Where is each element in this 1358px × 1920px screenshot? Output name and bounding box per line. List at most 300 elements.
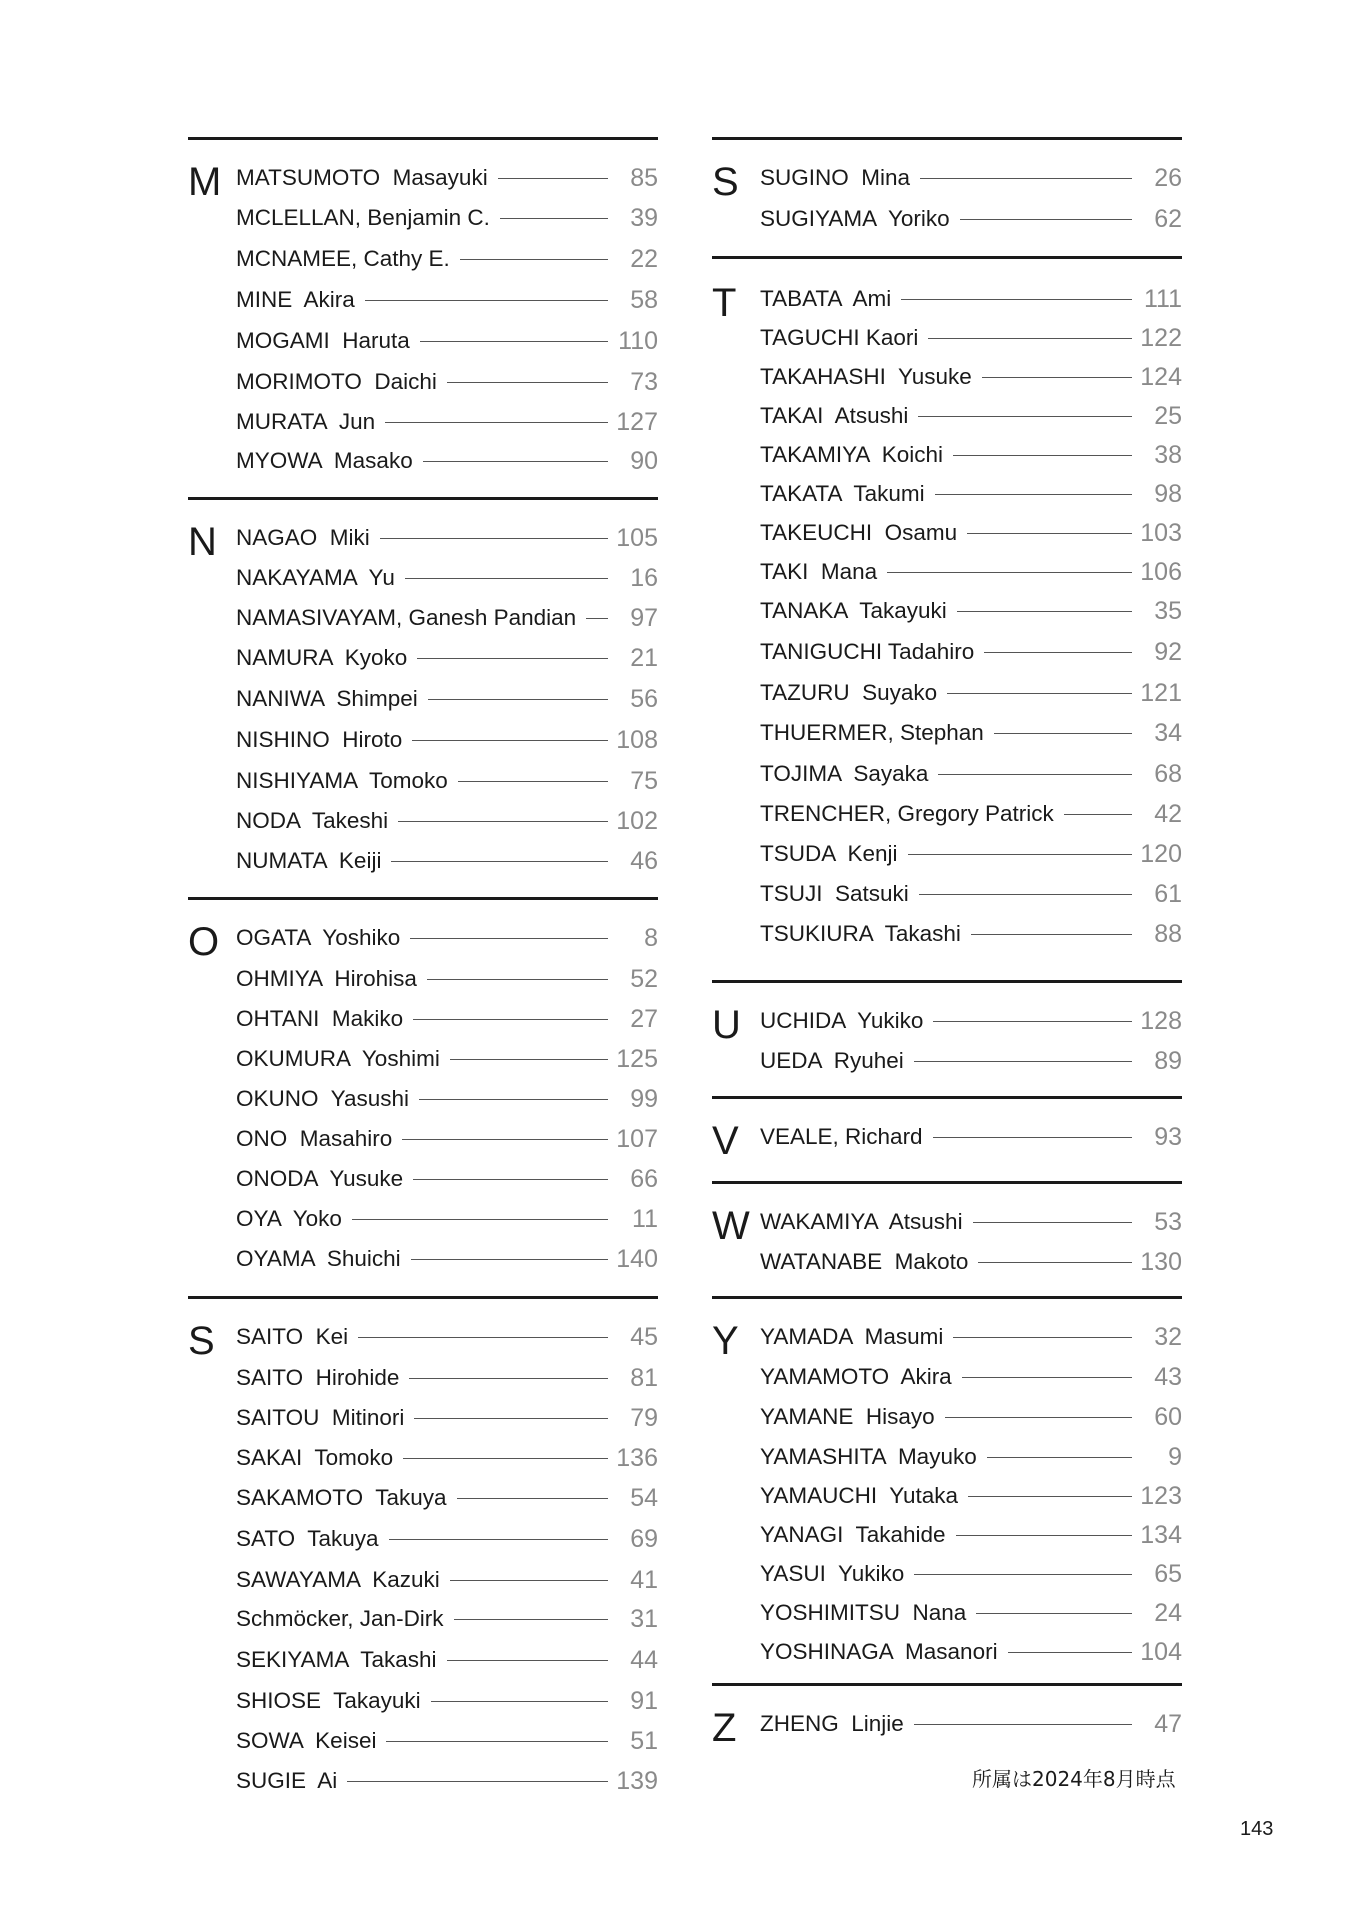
- entry-page-number: 104: [1140, 1637, 1182, 1666]
- entry-name: OYA Yoko: [236, 1206, 342, 1231]
- entry-page-number: 111: [1143, 284, 1182, 313]
- leader-line: [960, 219, 1132, 220]
- leader-line: [413, 1179, 608, 1180]
- entry-page-number: 73: [630, 367, 658, 396]
- entry-name: SHIOSE Takayuki: [236, 1688, 421, 1713]
- leader-line: [409, 1378, 608, 1379]
- entry-page-number: 110: [618, 326, 658, 355]
- entry-page-number: 122: [1140, 323, 1182, 352]
- index-entry: [236, 1524, 658, 1554]
- entry-name: SOWA Keisei: [236, 1728, 377, 1753]
- entry-page-number: 85: [630, 163, 658, 192]
- leader-line: [450, 1580, 608, 1581]
- index-entry: [760, 839, 1182, 869]
- entry-name: MATSUMOTO Masayuki: [236, 165, 488, 190]
- index-entry: [760, 1322, 1182, 1352]
- entry-page-number: 35: [1154, 596, 1182, 625]
- index-entry: [760, 596, 1182, 626]
- leader-line: [982, 377, 1132, 378]
- index-entry: [760, 1481, 1182, 1511]
- entry-name: SAKAI Tomoko: [236, 1445, 394, 1470]
- leader-line: [447, 382, 608, 383]
- leader-line: [945, 1417, 1132, 1418]
- section-letter: S: [188, 1319, 215, 1363]
- entry-page-number: 89: [1154, 1046, 1182, 1075]
- entry-name: MYOWA Masako: [236, 448, 413, 473]
- entry-page-number: 11: [632, 1204, 658, 1233]
- index-entry: [236, 1204, 658, 1234]
- section-letter: N: [188, 520, 217, 564]
- entry-page-number: 62: [1154, 204, 1182, 233]
- leader-line: [386, 1741, 608, 1742]
- index-entry: [760, 799, 1182, 829]
- entry-name: YAMAUCHI Yutaka: [760, 1483, 958, 1508]
- leader-line: [976, 1613, 1132, 1614]
- entry-name: MCNAMEE, Cathy E.: [236, 246, 450, 271]
- index-entry: [236, 163, 658, 193]
- entry-page-number: 31: [630, 1604, 658, 1633]
- leader-line: [962, 1377, 1132, 1378]
- entry-name: THUERMER, Stephan: [760, 720, 984, 745]
- section-letter: T: [712, 281, 737, 325]
- index-entry: [236, 1124, 658, 1154]
- entry-name: WAKAMIYA Atsushi: [760, 1209, 963, 1234]
- leader-line: [412, 740, 608, 741]
- index-entry: [760, 479, 1182, 509]
- entry-name: UCHIDA Yukiko: [760, 1008, 924, 1033]
- entry-page-number: 8: [644, 923, 658, 952]
- leader-line: [938, 774, 1132, 775]
- leader-line: [908, 854, 1132, 855]
- leader-line: [347, 1781, 608, 1782]
- leader-line: [419, 1099, 608, 1100]
- entry-name: OHTANI Makiko: [236, 1006, 404, 1031]
- entry-name: NAMURA Kyoko: [236, 645, 408, 670]
- leader-line: [389, 1539, 608, 1540]
- index-section-s: [188, 1296, 658, 1795]
- index-entry: [236, 1443, 658, 1473]
- index-entry: [760, 1122, 1182, 1152]
- entry-page-number: 79: [630, 1403, 658, 1432]
- leader-line: [914, 1574, 1132, 1575]
- entry-page-number: 39: [630, 203, 658, 232]
- leader-line: [352, 1219, 608, 1220]
- entry-name: UEDA Ryuhei: [760, 1048, 904, 1073]
- index-entry: [760, 284, 1182, 314]
- index-entry: [236, 285, 658, 315]
- index-entry: [760, 557, 1182, 587]
- entry-name: NUMATA Keiji: [236, 848, 382, 873]
- index-entry: [236, 806, 658, 836]
- index-entry: [236, 1565, 658, 1595]
- section-letter: O: [188, 920, 220, 964]
- entry-page-number: 75: [630, 766, 658, 795]
- leader-line: [967, 533, 1132, 534]
- index-entry: [236, 1322, 658, 1352]
- index-section-s: [712, 137, 1182, 233]
- entry-page-number: 98: [1154, 479, 1182, 508]
- index-entry: [236, 684, 658, 714]
- entry-page-number: 105: [616, 523, 658, 552]
- index-entry: [760, 1559, 1182, 1589]
- entry-name: OGATA Yoshiko: [236, 925, 401, 950]
- index-entry: [236, 1044, 658, 1074]
- entry-name: SUGIYAMA Yoriko: [760, 206, 950, 231]
- leader-line: [405, 578, 608, 579]
- index-entry: [236, 1686, 658, 1716]
- index-entry: [236, 326, 658, 356]
- index-entry: [760, 440, 1182, 470]
- entry-name: TSUDA Kenji: [760, 841, 898, 866]
- entry-page-number: 134: [1140, 1520, 1182, 1549]
- entry-name: NISHINO Hiroto: [236, 727, 403, 752]
- leader-line: [947, 693, 1132, 694]
- entry-page-number: 120: [1140, 839, 1182, 868]
- entry-name: YAMADA Masumi: [760, 1324, 944, 1349]
- entry-page-number: 128: [1140, 1006, 1182, 1035]
- index-section-m: [188, 137, 658, 475]
- index-entry: [760, 163, 1182, 193]
- leader-line: [458, 781, 608, 782]
- index-entry: [760, 1520, 1182, 1550]
- entry-name: NAGAO Miki: [236, 525, 370, 550]
- entry-name: TAKAHASHI Yusuke: [760, 364, 972, 389]
- index-entry: [760, 1709, 1182, 1739]
- leader-line: [956, 1535, 1132, 1536]
- entry-page-number: 136: [616, 1443, 658, 1472]
- index-entry: [760, 204, 1182, 234]
- index-section-v: [712, 1096, 1182, 1163]
- entry-name: TAKAMIYA Koichi: [760, 442, 943, 467]
- leader-line: [365, 300, 608, 301]
- index-entry: [236, 1084, 658, 1114]
- index-section-o: [188, 897, 658, 1273]
- index-entry: [236, 1363, 658, 1393]
- leader-line: [423, 461, 608, 462]
- index-entry: [236, 725, 658, 755]
- entry-name: VEALE, Richard: [760, 1124, 923, 1149]
- entry-name: SAITO Hirohide: [236, 1365, 400, 1390]
- entry-name: SUGIE Ai: [236, 1768, 338, 1793]
- index-entry: [760, 678, 1182, 708]
- entry-name: OKUNO Yasushi: [236, 1086, 409, 1111]
- entry-name: MOGAMI Haruta: [236, 328, 410, 353]
- index-entry: [236, 1726, 658, 1756]
- leader-line: [953, 455, 1132, 456]
- section-letter: U: [712, 1003, 741, 1047]
- index-entry: [236, 1164, 658, 1194]
- leader-line: [498, 178, 608, 179]
- entry-name: NANIWA Shimpei: [236, 686, 418, 711]
- leader-line: [410, 938, 608, 939]
- entry-page-number: 56: [630, 684, 658, 713]
- index-entry: [760, 362, 1182, 392]
- entry-page-number: 22: [630, 244, 658, 273]
- entry-page-number: 81: [630, 1363, 658, 1392]
- entry-page-number: 139: [616, 1766, 658, 1795]
- entry-name: SEKIYAMA Takashi: [236, 1647, 437, 1672]
- entry-name: YAMANE Hisayo: [760, 1404, 935, 1429]
- leader-line: [984, 652, 1132, 653]
- index-section-u: [712, 980, 1182, 1075]
- index-entry: [236, 766, 658, 796]
- leader-line: [973, 1222, 1132, 1223]
- entry-page-number: 51: [630, 1726, 658, 1755]
- index-entry: [236, 923, 658, 953]
- leader-line: [918, 416, 1132, 417]
- section-letter: Z: [712, 1706, 737, 1750]
- entry-page-number: 58: [630, 285, 658, 314]
- entry-name: TANIGUCHI Tadahiro: [760, 639, 975, 664]
- entry-name: TAKATA Takumi: [760, 481, 925, 506]
- entry-page-number: 41: [630, 1565, 658, 1594]
- entry-name: TSUJI Satsuki: [760, 881, 909, 906]
- entry-page-number: 32: [1154, 1322, 1182, 1351]
- index-entry: [760, 1247, 1182, 1277]
- entry-page-number: 66: [630, 1164, 658, 1193]
- index-entry: [760, 1442, 1182, 1472]
- entry-name: ONO Masahiro: [236, 1126, 393, 1151]
- entry-page-number: 26: [1154, 163, 1182, 192]
- entry-page-number: 140: [616, 1244, 658, 1273]
- entry-name: TAZURU Suyako: [760, 680, 938, 705]
- index-entry: [760, 637, 1182, 667]
- entry-name: OHMIYA Hirohisa: [236, 966, 417, 991]
- index-entry: [236, 203, 658, 233]
- entry-name: MURATA Jun: [236, 409, 376, 434]
- leader-line: [957, 611, 1132, 612]
- entry-page-number: 45: [630, 1322, 658, 1351]
- entry-page-number: 92: [1154, 637, 1182, 666]
- entry-page-number: 121: [1140, 678, 1182, 707]
- index-entry: [236, 1244, 658, 1274]
- entry-page-number: 123: [1140, 1481, 1182, 1510]
- entry-page-number: 125: [616, 1044, 658, 1073]
- leader-line: [919, 894, 1132, 895]
- entry-name: WATANABE Makoto: [760, 1249, 969, 1274]
- leader-line: [431, 1701, 608, 1702]
- entry-page-number: 127: [616, 407, 658, 436]
- index-entry: [760, 1362, 1182, 1392]
- entry-page-number: 106: [1140, 557, 1182, 586]
- affiliation-note: 所属は2024年8月時点: [972, 1767, 1176, 1791]
- index-entry: [236, 1766, 658, 1796]
- entry-page-number: 61: [1154, 879, 1182, 908]
- entry-page-number: 42: [1154, 799, 1182, 828]
- entry-name: SAITO Kei: [236, 1324, 349, 1349]
- section-letter: S: [712, 160, 739, 204]
- entry-page-number: 65: [1154, 1559, 1182, 1588]
- page-number: 143: [1240, 1818, 1274, 1840]
- entry-name: SAKAMOTO Takuya: [236, 1485, 447, 1510]
- index-entry: [236, 846, 658, 876]
- leader-line: [1064, 814, 1132, 815]
- entry-page-number: 9: [1168, 1442, 1182, 1471]
- entry-name: MINE Akira: [236, 287, 355, 312]
- leader-line: [914, 1061, 1132, 1062]
- section-letter: Y: [712, 1319, 739, 1363]
- leader-line: [971, 934, 1132, 935]
- entry-page-number: 21: [630, 643, 658, 672]
- index-entry: [760, 718, 1182, 748]
- entry-name: OKUMURA Yoshimi: [236, 1046, 440, 1071]
- entry-page-number: 69: [630, 1524, 658, 1553]
- entry-name: TABATA Ami: [760, 286, 892, 311]
- entry-page-number: 24: [1154, 1598, 1182, 1627]
- entry-page-number: 27: [630, 1004, 658, 1033]
- entry-name: YANAGI Takahide: [760, 1522, 946, 1547]
- leader-line: [914, 1724, 1132, 1725]
- index-entry: [760, 1006, 1182, 1036]
- index-entry: [236, 603, 658, 633]
- index-entry: [760, 323, 1182, 353]
- entry-name: NISHIYAMA Tomoko: [236, 768, 448, 793]
- leader-line: [385, 422, 608, 423]
- leader-line: [380, 538, 608, 539]
- index-entry: [760, 919, 1182, 949]
- leader-line: [933, 1021, 1132, 1022]
- entry-page-number: 93: [1154, 1122, 1182, 1151]
- entry-page-number: 99: [630, 1084, 658, 1113]
- index-entry: [236, 367, 658, 397]
- entry-page-number: 88: [1154, 919, 1182, 948]
- entry-name: YOSHINAGA Masanori: [760, 1639, 998, 1664]
- entry-name: SAWAYAMA Kazuki: [236, 1567, 440, 1592]
- leader-line: [887, 572, 1132, 573]
- index-section-y: [712, 1296, 1182, 1666]
- index-entry: [760, 1046, 1182, 1076]
- leader-line: [358, 1337, 608, 1338]
- leader-line: [920, 178, 1132, 179]
- leader-line: [1008, 1652, 1132, 1653]
- entry-page-number: 97: [630, 603, 658, 632]
- entry-page-number: 44: [630, 1645, 658, 1674]
- index-entry: [760, 879, 1182, 909]
- entry-page-number: 25: [1154, 401, 1182, 430]
- index-entry: [760, 518, 1182, 548]
- entry-page-number: 34: [1154, 718, 1182, 747]
- entry-page-number: 130: [1140, 1247, 1182, 1276]
- entry-page-number: 91: [630, 1686, 658, 1715]
- entry-page-number: 90: [630, 446, 658, 475]
- index-entry: [760, 759, 1182, 789]
- entry-page-number: 16: [630, 563, 658, 592]
- leader-line: [978, 1262, 1132, 1263]
- entry-page-number: 47: [1154, 1709, 1182, 1738]
- entry-name: YAMAMOTO Akira: [760, 1364, 952, 1389]
- leader-line: [402, 1139, 608, 1140]
- entry-name: YAMASHITA Mayuko: [760, 1444, 977, 1469]
- entry-name: YASUI Yukiko: [760, 1561, 905, 1586]
- index-entry: [236, 1604, 658, 1634]
- entry-name: TAKEUCHI Osamu: [760, 520, 958, 545]
- leader-line: [428, 699, 608, 700]
- entry-page-number: 102: [616, 806, 658, 835]
- section-letter: M: [188, 160, 222, 204]
- leader-line: [411, 1259, 608, 1260]
- index-entry: [760, 1598, 1182, 1628]
- index-entry: [236, 407, 658, 437]
- entry-name: Schmöcker, Jan-Dirk: [236, 1606, 444, 1631]
- entry-name: MORIMOTO Daichi: [236, 369, 437, 394]
- index-entry: [760, 1207, 1182, 1237]
- entry-page-number: 53: [1154, 1207, 1182, 1236]
- leader-line: [417, 658, 608, 659]
- leader-line: [901, 299, 1132, 300]
- entry-page-number: 38: [1154, 440, 1182, 469]
- entry-name: SAITOU Mitinori: [236, 1405, 405, 1430]
- entry-page-number: 54: [630, 1483, 658, 1512]
- leader-line: [994, 733, 1132, 734]
- entry-page-number: 52: [630, 964, 658, 993]
- leader-line: [454, 1619, 608, 1620]
- section-letter: W: [712, 1204, 750, 1248]
- index-entry: [236, 446, 658, 476]
- index-entry: [236, 244, 658, 274]
- entry-name: TAKI Mana: [760, 559, 878, 584]
- entry-page-number: 43: [1154, 1362, 1182, 1391]
- leader-line: [427, 979, 608, 980]
- index-entry: [760, 1637, 1182, 1667]
- entry-name: ONODA Yusuke: [236, 1166, 404, 1191]
- index-section-w: [712, 1181, 1182, 1276]
- entry-name: OYAMA Shuichi: [236, 1246, 401, 1271]
- entry-name: SUGINO Mina: [760, 165, 911, 190]
- leader-line: [447, 1660, 608, 1661]
- index-entry: [236, 964, 658, 994]
- index-entry: [236, 1403, 658, 1433]
- entry-name: ZHENG Linjie: [760, 1711, 904, 1736]
- entry-name: TAGUCHI Kaori: [760, 325, 919, 350]
- index-section-t: [712, 256, 1182, 948]
- leader-line: [987, 1457, 1132, 1458]
- entry-name: TAKAI Atsushi: [760, 403, 909, 428]
- leader-line: [586, 618, 608, 619]
- leader-line: [403, 1458, 608, 1459]
- leader-line: [928, 338, 1132, 339]
- leader-line: [420, 341, 608, 342]
- entry-name: NODA Takeshi: [236, 808, 389, 833]
- section-letter: V: [712, 1119, 739, 1163]
- index-entry: [760, 401, 1182, 431]
- entry-page-number: 68: [1154, 759, 1182, 788]
- leader-line: [414, 1418, 608, 1419]
- leader-line: [953, 1337, 1132, 1338]
- leader-line: [933, 1137, 1132, 1138]
- index-entry: [236, 523, 658, 553]
- entry-page-number: 46: [630, 846, 658, 875]
- entry-page-number: 124: [1140, 362, 1182, 391]
- leader-line: [391, 861, 608, 862]
- entry-name: TSUKIURA Takashi: [760, 921, 961, 946]
- leader-line: [935, 494, 1132, 495]
- leader-line: [398, 821, 608, 822]
- entry-page-number: 60: [1154, 1402, 1182, 1431]
- entry-name: SATO Takuya: [236, 1526, 379, 1551]
- leader-line: [500, 218, 608, 219]
- index-entry: [236, 1483, 658, 1513]
- entry-page-number: 107: [616, 1124, 658, 1153]
- entry-name: TRENCHER, Gregory Patrick: [760, 801, 1054, 826]
- leader-line: [460, 259, 608, 260]
- entry-name: TANAKA Takayuki: [760, 598, 947, 623]
- index-entry: [236, 563, 658, 593]
- entry-name: TOJIMA Sayaka: [760, 761, 929, 786]
- index-entry: [236, 1004, 658, 1034]
- index-section-z: [712, 1683, 1182, 1750]
- entry-name: MCLELLAN, Benjamin C.: [236, 205, 490, 230]
- leader-line: [413, 1019, 608, 1020]
